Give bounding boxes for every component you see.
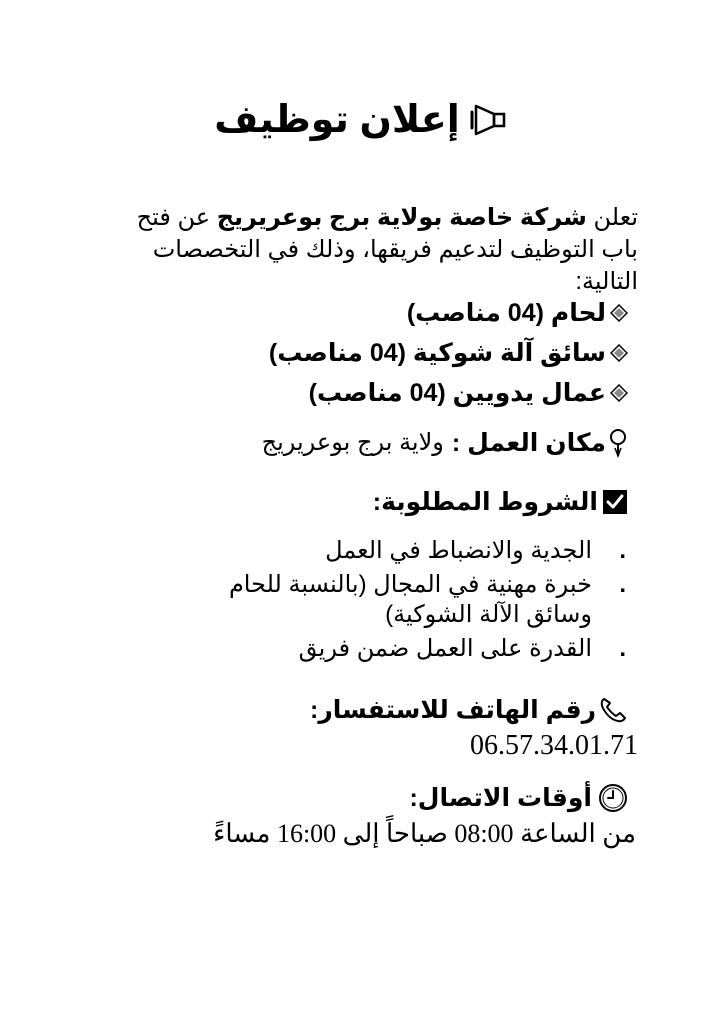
diamond-bullet-icon xyxy=(610,344,628,362)
job-item xyxy=(68,333,628,373)
clock-icon xyxy=(598,783,628,813)
location-value: ولاية برج بوعريريج xyxy=(261,429,444,456)
hours-heading xyxy=(68,778,628,818)
location-pin-icon xyxy=(608,428,628,458)
list-bullet: . xyxy=(619,571,626,598)
list-bullet: . xyxy=(619,635,626,662)
condition-text: الجدية والانضباط في العمل xyxy=(325,537,592,564)
list-bullet: . xyxy=(619,537,626,564)
conditions-heading xyxy=(68,482,628,522)
intro-paragraph xyxy=(118,202,638,298)
phone-icon xyxy=(598,696,628,724)
phone-heading xyxy=(68,690,628,730)
diamond-bullet-icon xyxy=(610,304,628,322)
phone-number: 06.57.34.01.71 xyxy=(470,730,638,761)
intro-company: شركة خاصة بولاية برج بوعريريج xyxy=(216,204,587,231)
list-item xyxy=(158,536,628,566)
jobs-list xyxy=(68,293,628,413)
list-item xyxy=(158,570,628,630)
hours-title: أوقات الاتصال: xyxy=(409,784,592,812)
page-title xyxy=(0,92,724,148)
hours-text: من الساعة 08:00 صباحاً إلى 16:00 مساءً xyxy=(213,819,636,848)
page-title-text: إعلان توظيف xyxy=(214,99,460,141)
diamond-bullet-icon xyxy=(610,384,628,402)
conditions-list xyxy=(158,536,628,668)
condition-text: خبرة مهنية في المجال (بالنسبة للحام وسائق الآلة الشوكية) xyxy=(228,571,592,628)
condition-text: القدرة على العمل ضمن فريق xyxy=(298,635,592,662)
job-item xyxy=(68,373,628,413)
intro-part2: عن فتح باب التوظيف لتدعيم فريقها، وذلك في التخصصات التالية: xyxy=(136,204,638,295)
job-label: سائق آلة شوكية (04 مناصب) xyxy=(268,339,606,367)
intro-part1: تعلن xyxy=(586,204,638,231)
list-item xyxy=(158,634,628,664)
job-item xyxy=(68,293,628,333)
checkbox-icon xyxy=(602,489,628,515)
megaphone-icon xyxy=(466,102,510,138)
location-label: مكان العمل : xyxy=(451,429,606,457)
job-label: لحام (04 مناصب) xyxy=(406,299,606,327)
work-location xyxy=(68,425,628,461)
conditions-title: الشروط المطلوبة: xyxy=(372,488,598,516)
phone-title: رقم الهاتف للاستفسار: xyxy=(310,696,596,724)
job-label: عمال يدويين (04 مناصب) xyxy=(308,379,606,407)
